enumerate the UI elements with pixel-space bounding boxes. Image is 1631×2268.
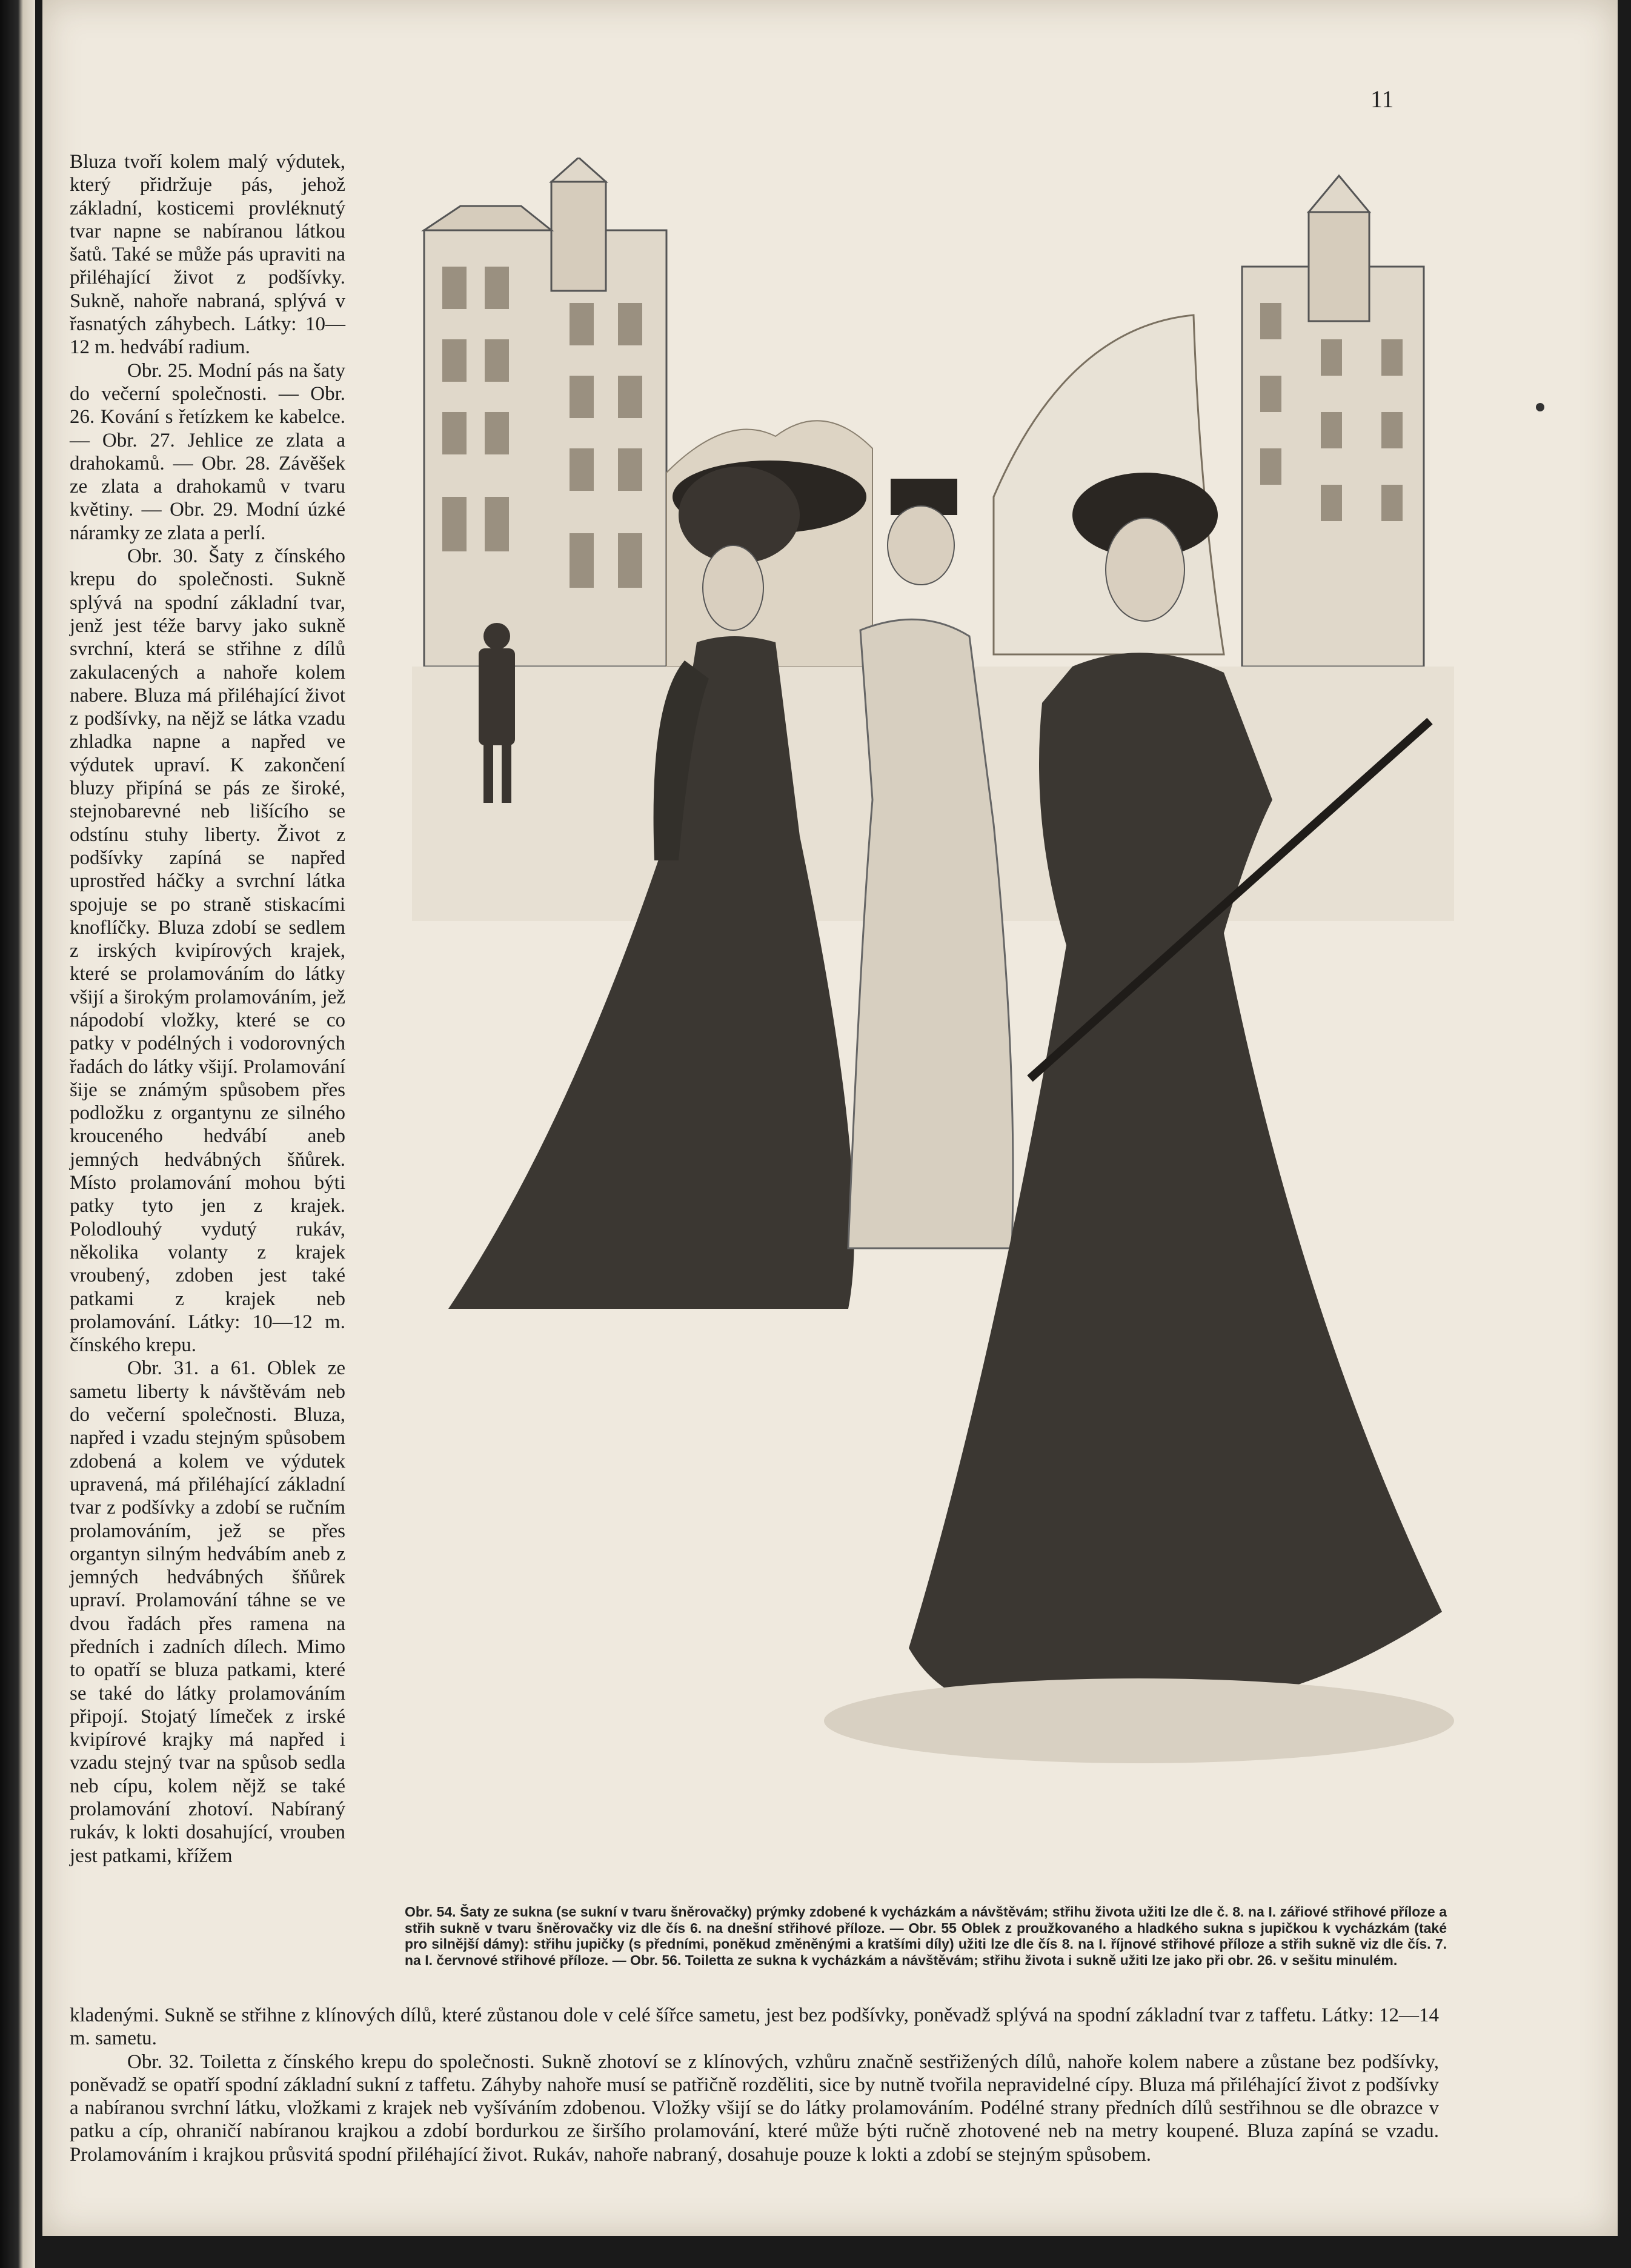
bottom-text-block <box>70 2004 1439 2166</box>
binding-shadow <box>0 0 35 2268</box>
fashion-illustration <box>412 158 1454 1891</box>
paragraph-3: Obr. 30. Šaty z čínského krepu do společnosti. Sukně splývá na spodní základní tvar, jenž jest téže barvy jako sukně svrchní, která se střihne z dílů zakulacených a nahoře kolem nabere. Bluza má přiléhající život z podšívky, na nějž se látka vzadu zhladka napne a napřed ve výdutek upraví. K zakončení bluzy připíná se pás ze široké, stejnobarevné neb lišícího se odstínu stuhy liberty. Život z podšívky zapíná se napřed uprostřed háčky a svrchní látka spojuje se po straně stiskacími knoflíčky. Bluza zdobí se sedlem z irských kvipírových krajek, které se prolamováním do látky všijí a širokým prolamováním, jež nápodobí vložky, které se co patky v podélných i vodorovných řadách do látky všijí. Prolamování šije se známým spůsobem přes podložku z organtynu ze silného krouceného hedvábí aneb jemných hedvábných šňůrek. Místo prolamování mohou býti patky tyto jen z krajek. Polodlouhý vydutý rukáv, několika volanty z krajek vroubený, zdoben jest také patkami z krajek neb prolamování. Látky: 10—12 m. čínského krepu. <box>70 545 345 1357</box>
paragraph-2: Obr. 25. Modní pás na šaty do večerní společnosti. — Obr. 26. Kování s řetízkem ke kabelce. — Obr. 27. Jehlice ze zlata a drahokamů. — Obr. 28. Závěšek ze zlata a drahokamů v tvaru květiny. — Obr. 29. Modní úzké náramky ze zlata a perlí. <box>70 359 345 544</box>
bottom-paragraph-1: kladenými. Sukně se střihne z klínových dílů, které zůstanou dole v celé šířce sametu, jest bez podšívky, poněvadž splývá na spodní základní tvar z taffetu. Látky: 12—14 m. sametu. <box>70 2004 1439 2050</box>
ground-shadow <box>824 1678 1454 1763</box>
bottom-paragraph-2: Obr. 32. Toiletta z čínského krepu do společnosti. Sukně zhotoví se z klínových, vzhůru značně sestřižených dílů, nahoře kolem nabere a zůstane bez podšívky, poněvadž se opatří spodní základní sukní z taffetu. Záhyby nahoře musí se patřičně rozděliti, sice by nutně tvořila nepravidelné cípy. Bluza má přiléhající život z podšívky a nabíranou svrchní látku, vložkami z krajek neb vyšíváním zdobenou. Vložky všijí se do látky prolamováním. Podélné strany předních dílů sestřihnou se dle obrazce v patku a cíp, ohraničí nabíranou krajkou a zdobí bordurkou ze širšího prolamování, které může býti ručně zhotovené neb na metry koupené. Bluza zapíná se vzadu. Prolamováním i krajkou průsvitá spodní přiléhající život. Rukáv, nahoře nabraný, dosahuje pouze k lokti a zdobí se stejným spůsobem. <box>70 2050 1439 2166</box>
paragraph-1: Bluza tvoří kolem malý výdutek, který přidržuje pás, jehož základní, kosticemi provléknutý tvar napne se nabíranou látkou šatů. Také se může pás upraviti na přiléhající život z podšívky. Sukně, nahoře nabraná, splývá v řasnatých záhybech. Látky: 10—12 m. hedvábí radium. <box>70 151 345 359</box>
paragraph-4: Obr. 31. a 61. Oblek ze sametu liberty k návštěvám neb do večerní společnosti. Bluza, napřed i vzadu stejným spůsobem zdobená a kolem ve výdutek upravená, má přiléhající základní tvar z podšívky a zdobí se ručním prolamováním, jež se přes organtyn silným hedvábím aneb z jemných hedvábných šňůrek upraví. Prolamování táhne se ve dvou řadách přes ramena na předních i zadních dílech. Mimo to opatří se bluza patkami, které se také do látky prolamováním připojí. Stojatý límeček z irské kvipírové krajky má napřed i vzadu stejný tvar na spůsob sedla neb cípu, kolem nějž se také prolamování zhotoví. Nabíraný rukáv, k lokti dosahující, vrouben jest patkami, křížem <box>70 1357 345 1867</box>
page-number: 11 <box>1370 85 1394 113</box>
left-text-column <box>70 150 345 1867</box>
figure-caption: Obr. 54. Šaty ze sukna (se sukní v tvaru šněrovačky) prýmky zdobené k vycházkám a návštěvám; střihu života užiti lze dle č. 8. na I. zářiové střihové příloze a střih sukně v tvaru šněrovačky viz dle čís 6. na dnešní střihové příloze. — Obr. 55 Oblek z proužkovaného a hladkého sukna s jupičkou k vycházkám (také pro silnější dámy): střihu jupičky (s předními, poněkud změněnými a kratšími díly) užiti lze dle čís 8. na I. říjnové střihové příloze a střih sukně viz dle čís. 7. na I. červnové střihové příloze. — Obr. 56. Toiletta ze sukna k vycházkám a návštěvám; střihu života i sukně užiti lze jako při obr. 26. v sešitu minulém. <box>405 1904 1447 1968</box>
left-building-drawing <box>424 158 666 667</box>
speck-mark <box>1536 403 1544 411</box>
